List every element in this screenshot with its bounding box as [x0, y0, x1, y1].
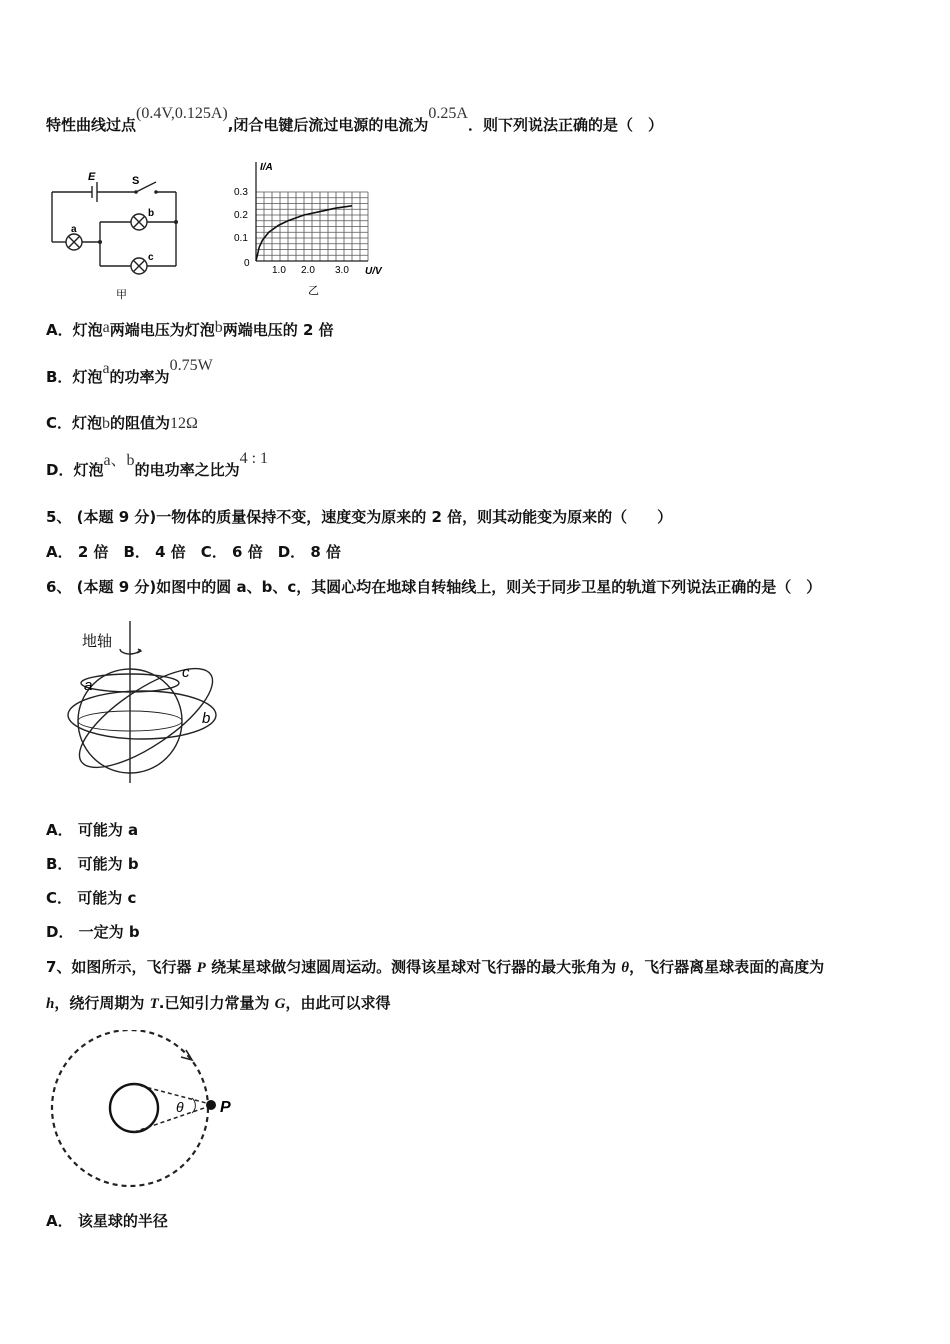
q7-text: ，飞行器离星球表面的高度为 [629, 958, 825, 976]
q7-stem-line2 [46, 993, 391, 1014]
option-label: D．灯泡 [46, 461, 104, 479]
q6-option-d: D． 一定为 b [46, 923, 140, 941]
orbit-b-label: b [202, 710, 211, 727]
q4-current: 0.25A [428, 105, 468, 122]
option-text: 的功率为 [109, 368, 170, 386]
y-tick-0.3: 0.3 [234, 187, 248, 198]
q7-text: ，由此可以求得 [285, 994, 391, 1012]
option-var: a、b [103, 452, 135, 469]
q7-text: 绕某星球做匀速圆周运动。测得该星球对飞行器的最大张角为 [205, 958, 622, 976]
q4-option-d [46, 450, 269, 481]
spacecraft-P-label: P [220, 1099, 231, 1116]
q7-text: ，绕行周期为 [54, 994, 150, 1012]
orbit-c-label: c [182, 664, 190, 681]
circuit-label-c: c [148, 252, 154, 263]
q6-stem: 6、 (本题 9 分)如图中的圆 a、b、c，其圆心均在地球自转轴线上，则关于同步卫星的轨道下列说法正确的是（ ） [46, 578, 822, 596]
y-tick-0.2: 0.2 [234, 210, 248, 221]
x-tick-1.0: 1.0 [272, 265, 286, 276]
q4-option-c [46, 413, 198, 434]
q5-stem: 5、 (本题 9 分)一物体的质量保持不变，速度变为原来的 2 倍，则其动能变为原来的（ ） [46, 508, 673, 526]
y-tick-0.1: 0.1 [234, 233, 248, 244]
q6-option-a: A． 可能为 a [46, 821, 139, 839]
option-var: a [102, 319, 110, 336]
q4-intro-pre: 特性曲线过点 [46, 116, 137, 134]
q4-point: (0.4V,0.125A) [136, 105, 228, 122]
q7-var-P: P [196, 960, 206, 976]
option-text: 两端电压为灯泡 [109, 321, 215, 339]
option-label: A．灯泡 [46, 321, 103, 339]
option-var: b [214, 319, 223, 336]
circuit-label-S: S [132, 175, 140, 187]
option-var: a [102, 360, 110, 377]
q7-var-G: G [274, 996, 286, 1012]
q4-intro [46, 105, 663, 136]
iu-graph [228, 158, 388, 298]
q6-option-b: B． 可能为 b [46, 855, 139, 873]
option-var: b [102, 415, 111, 432]
option-text: 的阻值为 [110, 414, 171, 432]
orbit-a-label: a [84, 677, 93, 694]
circuit-caption: 甲 [116, 289, 127, 301]
angle-theta-label: θ [176, 1099, 184, 1115]
option-value: 12Ω [170, 415, 198, 432]
option-value: 0.75W [169, 357, 213, 374]
circuit-label-b: b [148, 208, 155, 219]
q4-option-b [46, 357, 213, 388]
earth-orbit-figure [44, 603, 224, 798]
q6-option-c: C． 可能为 c [46, 889, 137, 907]
y-tick-0: 0 [244, 258, 250, 269]
q7-var-theta: θ [621, 960, 630, 976]
q7-stem-line1 [46, 957, 824, 978]
y-axis-label: I/A [260, 162, 273, 173]
earth-axis-label: 地轴 [82, 633, 113, 650]
q4-intro-mid: ,闭合电键后流过电源的电流为 [227, 116, 429, 134]
option-label: B．灯泡 [46, 368, 103, 386]
q4-intro-post: ．则下列说法正确的是（ ） [467, 116, 663, 134]
option-label: C．灯泡 [46, 414, 103, 432]
q7-var-h: h [46, 996, 55, 1012]
q4-option-a [46, 320, 334, 341]
option-text: 两端电压的 2 倍 [222, 321, 334, 339]
circuit-label-a: a [71, 224, 77, 235]
option-value: 4 : 1 [239, 450, 269, 467]
x-tick-3.0: 3.0 [335, 265, 349, 276]
spacecraft-orbit-figure [46, 1030, 246, 1195]
circuit-label-E: E [88, 171, 96, 183]
graph-caption: 乙 [308, 285, 319, 297]
q5-options: A． 2 倍 B． 4 倍 C． 6 倍 D． 8 倍 [46, 543, 342, 561]
option-text: 的电功率之比为 [134, 461, 240, 479]
q7-text: .已知引力常量为 [158, 994, 275, 1012]
q7-var-T: T [149, 996, 159, 1012]
q7-option-a: A． 该星球的半径 [46, 1212, 168, 1230]
x-tick-2.0: 2.0 [301, 265, 315, 276]
circuit-diagram [44, 170, 194, 305]
x-axis-label: U/V [365, 266, 382, 277]
q7-text: 7、如图所示，飞行器 [46, 958, 197, 976]
